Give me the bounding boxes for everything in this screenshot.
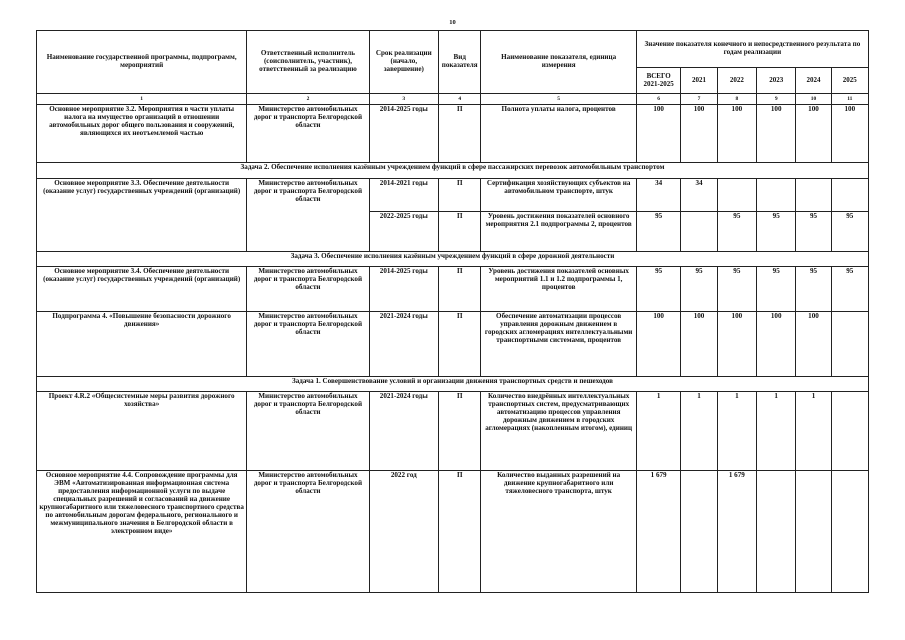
value-2023: 95 — [757, 267, 796, 312]
program-indicators-table — [36, 30, 869, 593]
task-1-heading: Задача 1. Совершенствование условий и организации движения транспортных средств и пешеходов — [37, 377, 869, 392]
value-2022 — [717, 179, 756, 212]
term: 2014-2021 годы — [369, 179, 438, 212]
value-2024 — [796, 179, 831, 212]
value-2025: 100 — [831, 105, 868, 163]
indicator-name: Уровень достижения показателей основных мероприятий 1.1 и 1.2 подпрограммы 1, процентов — [481, 267, 636, 312]
column-number: 9 — [757, 94, 796, 105]
value-2024: 100 — [796, 105, 831, 163]
table-row — [37, 392, 869, 471]
table-row — [37, 312, 869, 377]
value-2021: 34 — [681, 179, 717, 212]
indicator-kind: П — [438, 312, 480, 377]
value-2022: 100 — [717, 312, 756, 377]
table-row — [37, 105, 869, 163]
executor: Министерство автомобильных дорог и транспорта Белгородской области — [247, 312, 369, 377]
value-2024: 1 — [796, 392, 831, 471]
event-name: Основное мероприятие 3.2. Мероприятия в части уплаты налога на имущество организаций в отношении автомобильных дорог общего пользования и сооружений, являющихся их неотъемлемой частью — [37, 105, 247, 163]
indicator-kind: П — [438, 392, 480, 471]
header-total: ВСЕГО 2021-2025 — [636, 68, 681, 94]
value-total: 1 — [636, 392, 681, 471]
task-2-heading: Задача 2. Обеспечение исполнения казённым учреждением функций в сфере пассажирских перевозок автомобильным транспортом — [37, 163, 869, 179]
indicator-kind: П — [438, 267, 480, 312]
table-row — [37, 267, 869, 312]
header-indicator: Наименование показателя, единица измерения — [481, 31, 636, 94]
header-row-1 — [37, 31, 869, 68]
header-term: Срок реализации (начало, завершение) — [369, 31, 438, 94]
executor: Министерство автомобильных дорог и транспорта Белгородской области — [247, 105, 369, 163]
column-number: 10 — [796, 94, 831, 105]
value-2025 — [831, 179, 868, 212]
indicator-name: Обеспечение автоматизации процессов управления дорожным движением в городских агломерациях интеллектуальными транспортными системами, процентов — [481, 312, 636, 377]
value-2023: 1 — [757, 392, 796, 471]
task-row — [37, 163, 869, 179]
event-name: Основное мероприятие 4.4. Сопровождение программы для ЭВМ «Автоматизированная информационная система предоставления информационной услуги по выдаче специальных разрешений и согласований на движение крупногабаритного или тяжеловесного транспортного средства по автомобильным дорогам федерального, регионального и межмуниципального значения в Белгородской области в электронном виде» — [37, 471, 247, 593]
subprogram-name: Подпрограмма 4. «Повышение безопасности дорожного движения» — [37, 312, 247, 377]
header-kind: Вид показателя — [438, 31, 480, 94]
column-number: 3 — [369, 94, 438, 105]
page-number: 10 — [449, 19, 456, 26]
column-number: 4 — [438, 94, 480, 105]
value-2022: 95 — [717, 267, 756, 312]
value-2024: 100 — [796, 312, 831, 377]
value-2021: 100 — [681, 105, 717, 163]
indicator-kind: П — [438, 471, 480, 593]
indicator-kind: П — [438, 179, 480, 212]
value-2021 — [681, 471, 717, 593]
value-total: 95 — [636, 212, 681, 252]
value-2024: 95 — [796, 212, 831, 252]
column-number: 5 — [481, 94, 636, 105]
table-row — [37, 179, 869, 212]
value-2025 — [831, 312, 868, 377]
value-2022: 1 — [717, 392, 756, 471]
task-3-heading: Задача 3. Обеспечение исполнения казённым учреждением функций в сфере дорожной деятельности — [37, 252, 869, 267]
term: 2022-2025 годы — [369, 212, 438, 252]
column-number: 6 — [636, 94, 681, 105]
value-total: 100 — [636, 105, 681, 163]
column-number: 8 — [717, 94, 756, 105]
executor: Министерство автомобильных дорог и транспорта Белгородской области — [247, 392, 369, 471]
header-year-2024: 2024 — [796, 68, 831, 94]
term: 2014-2025 годы — [369, 105, 438, 163]
indicator-name: Уровень достижения показателей основного мероприятия 2.1 подпрограммы 2, процентов — [481, 212, 636, 252]
executor: Министерство автомобильных дорог и транспорта Белгородской области — [247, 179, 369, 252]
value-2021: 1 — [681, 392, 717, 471]
term: 2022 год — [369, 471, 438, 593]
value-2022: 1 679 — [717, 471, 756, 593]
header-year-2021: 2021 — [681, 68, 717, 94]
value-2023: 100 — [757, 312, 796, 377]
header-year-2022: 2022 — [717, 68, 756, 94]
value-total: 1 679 — [636, 471, 681, 593]
column-number: 11 — [831, 94, 868, 105]
task-row — [37, 252, 869, 267]
value-2023: 100 — [757, 105, 796, 163]
value-2025: 95 — [831, 212, 868, 252]
value-2025 — [831, 471, 868, 593]
executor: Министерство автомобильных дорог и транспорта Белгородской области — [247, 471, 369, 593]
indicator-name: Сертификация хозяйствующих субъектов на автомобильном транспорте, штук — [481, 179, 636, 212]
header-year-2025: 2025 — [831, 68, 868, 94]
indicator-kind: П — [438, 105, 480, 163]
header-executor: Ответственный исполнитель (соисполнитель, участник), ответственный за реализацию — [247, 31, 369, 94]
value-2025: 95 — [831, 267, 868, 312]
indicator-name: Количество внедрённых интеллектуальных транспортных систем, предусматривающих автоматизацию процессов управления дорожным движением в городских агломерациях (накопленным итогом), единиц — [481, 392, 636, 471]
value-2021: 95 — [681, 267, 717, 312]
column-number: 7 — [681, 94, 717, 105]
value-2024 — [796, 471, 831, 593]
value-2022: 100 — [717, 105, 756, 163]
value-2023 — [757, 179, 796, 212]
value-2023: 95 — [757, 212, 796, 252]
event-name: Основное мероприятие 3.3. Обеспечение деятельности (оказание услуг) государственных учреждений (организаций) — [37, 179, 247, 252]
task-row — [37, 377, 869, 392]
header-name: Наименование государственной программы, подпрограмм, мероприятий — [37, 31, 247, 94]
value-2024: 95 — [796, 267, 831, 312]
value-2023 — [757, 471, 796, 593]
value-2021 — [681, 212, 717, 252]
value-total: 34 — [636, 179, 681, 212]
value-2022: 95 — [717, 212, 756, 252]
executor: Министерство автомобильных дорог и транспорта Белгородской области — [247, 267, 369, 312]
indicator-kind: П — [438, 212, 480, 252]
column-number: 1 — [37, 94, 247, 105]
term: 2021-2024 годы — [369, 392, 438, 471]
value-total: 100 — [636, 312, 681, 377]
indicator-name: Полнота уплаты налога, процентов — [481, 105, 636, 163]
term: 2021-2024 годы — [369, 312, 438, 377]
value-total: 95 — [636, 267, 681, 312]
header-values-group: Значение показателя конечного и непосредственного результата по годам реализации — [636, 31, 868, 68]
table-row — [37, 471, 869, 593]
value-2025 — [831, 392, 868, 471]
column-number: 2 — [247, 94, 369, 105]
term: 2014-2025 годы — [369, 267, 438, 312]
column-number-row — [37, 94, 869, 105]
indicator-name: Количество выданных разрешений на движение крупногабаритного или тяжеловесного транспорта, штук — [481, 471, 636, 593]
header-year-2023: 2023 — [757, 68, 796, 94]
event-name: Основное мероприятие 3.4. Обеспечение деятельности (оказание услуг) государственных учреждений (организаций) — [37, 267, 247, 312]
value-2021: 100 — [681, 312, 717, 377]
project-name: Проект 4.R.2 «Общесистемные меры развития дорожного хозяйства» — [37, 392, 247, 471]
